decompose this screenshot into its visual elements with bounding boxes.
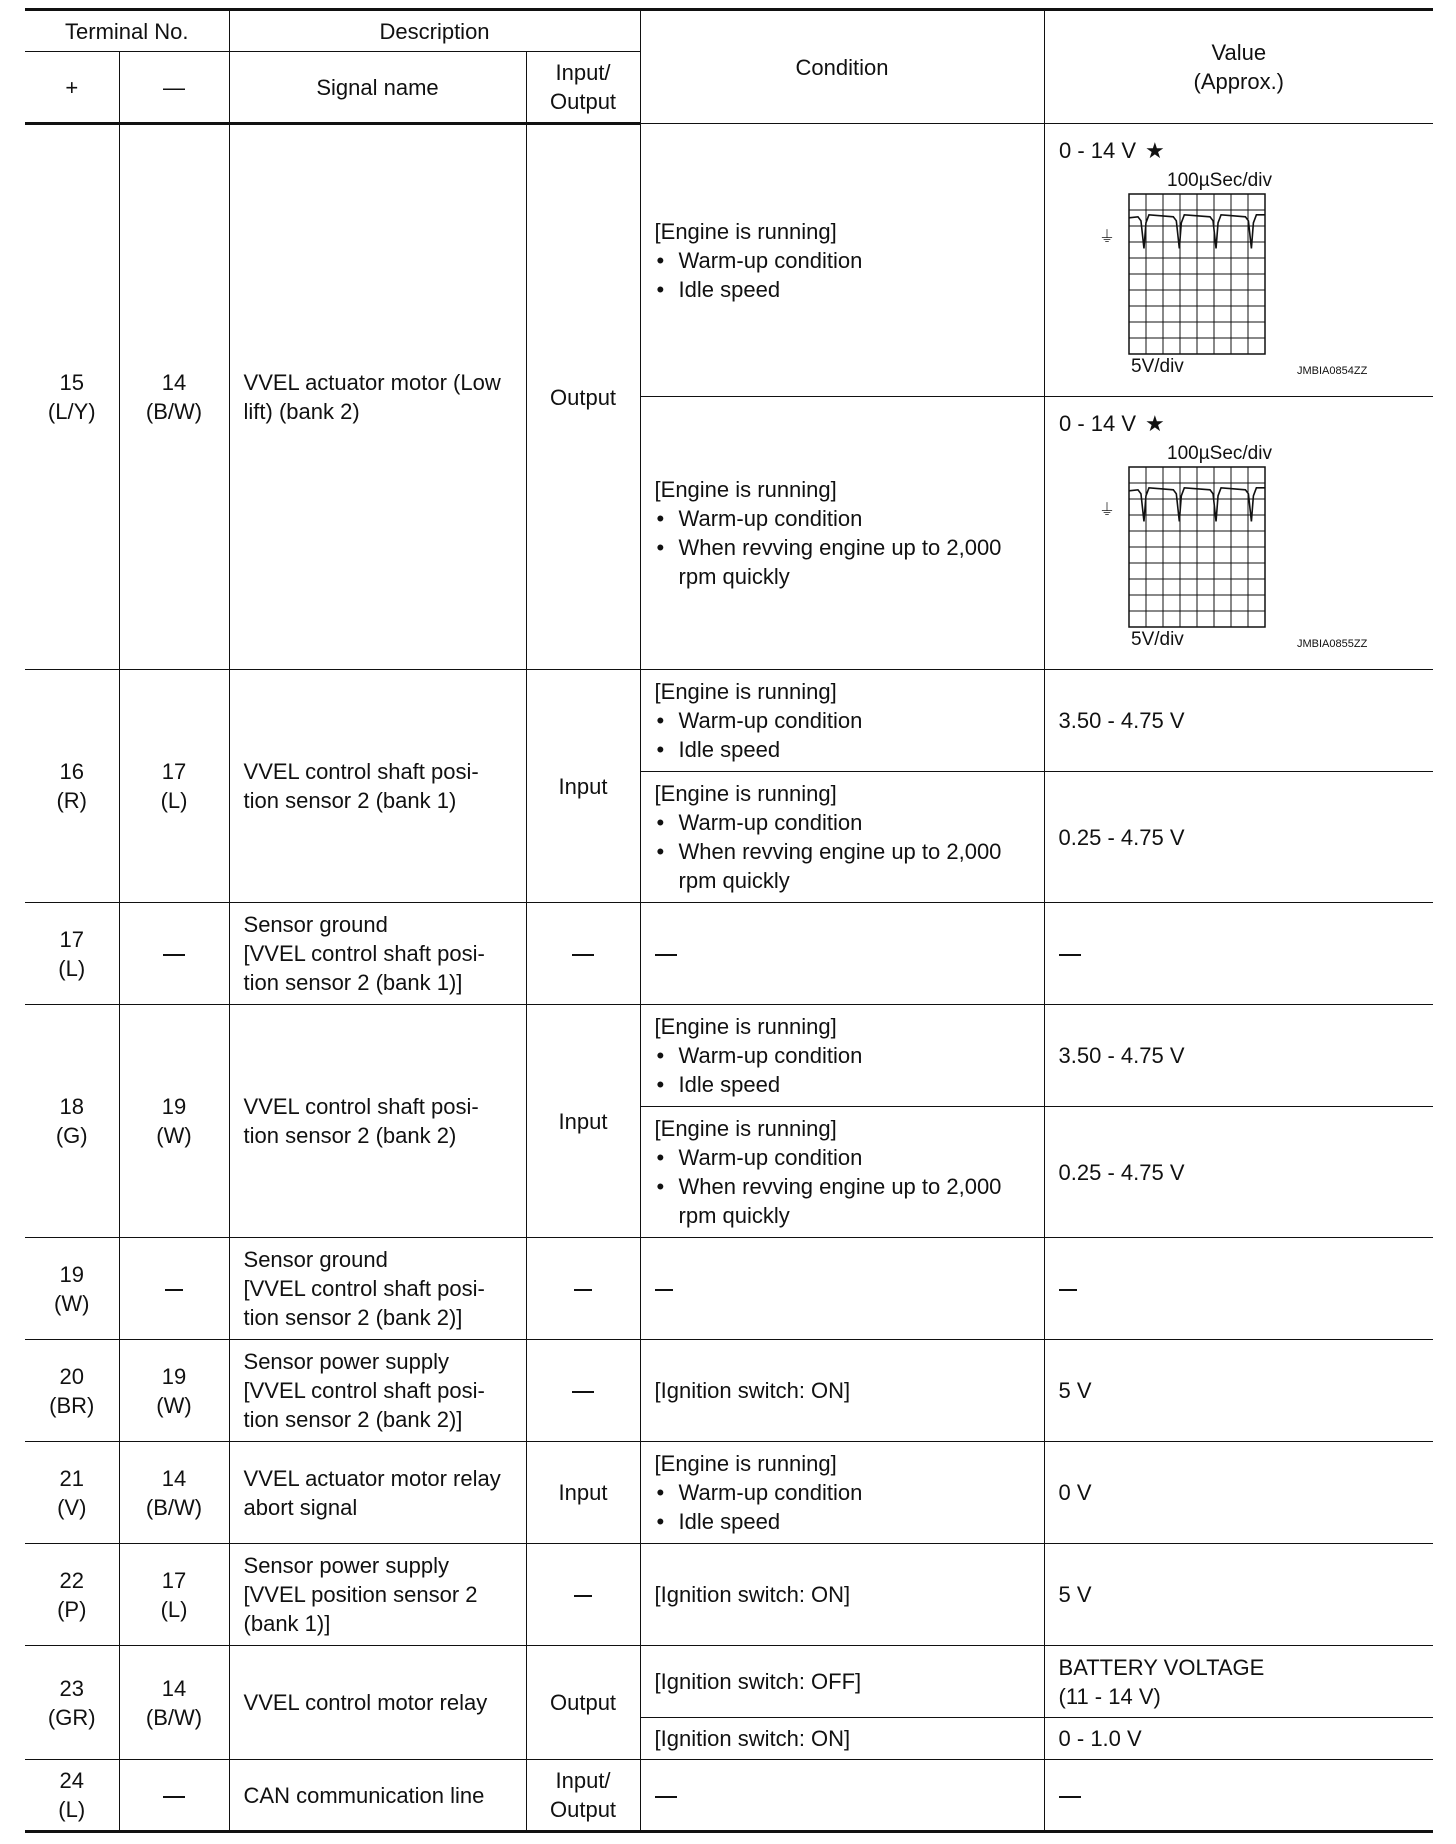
minus-terminal <box>119 903 229 1005</box>
io-type <box>526 1760 640 1832</box>
wire-color: (W) <box>156 1123 192 1148</box>
condition-header: Condition <box>640 10 1044 124</box>
condition-head: [Engine is running] <box>654 679 837 704</box>
plus-terminal <box>25 903 119 1005</box>
dash <box>165 1289 183 1291</box>
description-header: Description <box>229 10 640 52</box>
value: 5 V <box>1044 1544 1433 1646</box>
value: 0.25 - 4.75 V <box>1044 772 1433 903</box>
condition <box>640 1760 1044 1832</box>
condition-head: [Engine is running] <box>654 1014 837 1039</box>
io-type: Output <box>526 124 640 670</box>
condition-head: [Engine is running] <box>654 781 837 806</box>
terminal-number: 19 <box>59 1261 84 1287</box>
wire-color: (W) <box>54 1290 90 1316</box>
condition <box>640 1005 1044 1107</box>
io-type: Input <box>526 1442 640 1544</box>
io-header-line1: Input/ <box>555 60 611 85</box>
signal-line: Sensor ground <box>243 1247 388 1272</box>
plus-terminal <box>25 1005 119 1238</box>
io-type: Input <box>526 670 640 903</box>
signal-name <box>229 1442 526 1544</box>
minus-terminal <box>119 1760 229 1832</box>
signal-name <box>229 903 526 1005</box>
osc-value-label: 0 - 14 V <box>1058 138 1136 163</box>
condition <box>640 670 1044 772</box>
terminal-number: 17 <box>161 1567 187 1593</box>
signal-line: (bank 1)] <box>243 1611 331 1636</box>
terminal-number: 14 <box>161 1465 187 1491</box>
condition <box>640 124 1044 397</box>
terminal-number: 23 <box>59 1675 84 1701</box>
signal-line: VVEL control shaft posi- <box>243 1094 479 1119</box>
terminal-number: 14 <box>161 1675 187 1701</box>
table-row <box>25 124 1433 397</box>
terminal-number: 18 <box>59 1094 84 1119</box>
signal-line: abort signal <box>243 1494 358 1520</box>
minus-header: — <box>119 52 229 124</box>
dash <box>655 1289 673 1291</box>
dash <box>574 1289 592 1291</box>
value: 3.50 - 4.75 V <box>1044 670 1433 772</box>
osc-grid <box>1129 194 1265 354</box>
value-line: BATTERY VOLTAGE <box>1058 1654 1265 1680</box>
oscilloscope-value <box>1044 124 1433 397</box>
signal-line: [VVEL control shaft posi- <box>243 941 485 966</box>
osc-time-div: 100µSec/div <box>1166 170 1272 191</box>
wire-color: (B/W) <box>145 1494 203 1520</box>
plus-terminal <box>25 1238 119 1340</box>
signal-line: tion sensor 2 (bank 2)] <box>243 1407 463 1432</box>
signal-line: tion sensor 2 (bank 1)] <box>243 970 463 995</box>
io-type <box>526 1340 640 1442</box>
value: 0 V <box>1044 1442 1433 1544</box>
condition-bullet: • Idle speed <box>655 275 1030 304</box>
condition <box>640 1238 1044 1340</box>
dash <box>572 1391 594 1393</box>
condition-head: [Engine is running] <box>654 477 837 502</box>
wire-color: (BR) <box>49 1392 95 1418</box>
table-row <box>25 903 1433 1005</box>
dash <box>574 1595 592 1597</box>
minus-terminal <box>119 1340 229 1442</box>
osc-time-div: 100µSec/div <box>1166 443 1272 464</box>
minus-terminal <box>119 1442 229 1544</box>
plus-header: + <box>25 52 119 124</box>
plus-terminal <box>25 1544 119 1646</box>
signal-line: VVEL actuator motor relay <box>243 1465 501 1491</box>
plus-terminal <box>25 124 119 670</box>
wire-color: (L) <box>160 788 188 813</box>
value-header-line1: Value <box>1211 40 1267 65</box>
value: 5 V <box>1044 1340 1433 1442</box>
condition-bullet: • Warm-up condition <box>655 1143 1030 1172</box>
condition <box>640 397 1044 670</box>
io-header-line2: Output <box>550 89 617 114</box>
io-line: Input/ <box>555 1768 611 1793</box>
signal-name <box>229 1544 526 1646</box>
dash <box>655 1796 677 1798</box>
signal-line: tion sensor 2 (bank 2) <box>243 1123 457 1148</box>
signal-line: Sensor power supply <box>243 1349 449 1374</box>
table-row <box>25 1005 1433 1107</box>
wire-color: (L) <box>58 955 86 981</box>
condition-bullet: • When revving engine up to 2,000 rpm quickly <box>655 1172 1030 1230</box>
terminal-number: 19 <box>161 1363 187 1389</box>
terminal-number: 21 <box>59 1465 84 1491</box>
wire-color: (GR) <box>47 1704 96 1730</box>
wire-color: (R) <box>56 788 88 813</box>
io-type <box>526 1238 640 1340</box>
condition <box>640 1442 1044 1544</box>
osc-value-label: 0 - 14 V <box>1058 411 1136 436</box>
value <box>1044 1646 1433 1718</box>
ground-icon: ⏚ <box>1098 227 1115 246</box>
table-row <box>25 1238 1433 1340</box>
wire-color: (B/W) <box>145 399 203 424</box>
terminal-number: 17 <box>161 759 187 784</box>
header-row-1 <box>25 10 1433 52</box>
value: 0 - 1.0 V <box>1044 1718 1433 1760</box>
terminal-number: 24 <box>59 1768 84 1793</box>
wire-color: (P) <box>57 1596 87 1622</box>
osc-volt-div: 5V/div <box>1130 629 1184 650</box>
table-row <box>25 670 1433 772</box>
terminal-no-header: Terminal No. <box>25 10 229 52</box>
terminal-number: 19 <box>161 1094 187 1119</box>
wire-color: (L) <box>160 1596 188 1622</box>
minus-terminal <box>119 1544 229 1646</box>
condition-bullet: • When revving engine up to 2,000 rpm quickly <box>655 533 1030 591</box>
io-type: Input <box>526 1005 640 1238</box>
signal-line: VVEL control shaft posi- <box>243 759 479 784</box>
dash <box>655 954 677 956</box>
wire-color: (L) <box>58 1797 86 1822</box>
value-header <box>1044 10 1433 124</box>
plus-terminal <box>25 1340 119 1442</box>
condition-head: [Engine is running] <box>654 1451 837 1476</box>
signal-line: tion sensor 2 (bank 2)] <box>243 1305 463 1330</box>
signal-name: VVEL actuator motor (Low lift) (bank 2) <box>229 124 526 670</box>
value: 3.50 - 4.75 V <box>1044 1005 1433 1107</box>
condition-bullet: • Warm-up condition <box>655 808 1030 837</box>
terminal-number: 15 <box>59 370 84 395</box>
plus-terminal <box>25 1760 119 1832</box>
wire-color: (G) <box>55 1123 88 1148</box>
condition-bullet: • When revving engine up to 2,000 rpm quickly <box>655 837 1030 895</box>
condition-bullet: • Idle speed <box>655 735 1030 764</box>
signal-name: VVEL control motor relay <box>229 1646 526 1760</box>
table-row <box>25 1646 1433 1718</box>
condition: [Ignition switch: ON] <box>640 1544 1044 1646</box>
io-type <box>526 1544 640 1646</box>
terminal-number: 16 <box>59 759 84 784</box>
oscilloscope-graph-2 <box>1059 397 1421 659</box>
figure-code: JMBIA0854ZZ <box>1296 365 1367 377</box>
condition-head: [Engine is running] <box>654 1116 837 1141</box>
osc-volt-div: 5V/div <box>1130 356 1184 377</box>
condition-bullet: • Warm-up condition <box>655 1478 1030 1507</box>
minus-terminal <box>119 1646 229 1760</box>
figure-code: JMBIA0855ZZ <box>1296 638 1367 650</box>
value <box>1044 903 1433 1005</box>
condition <box>640 772 1044 903</box>
table-row <box>25 1340 1433 1442</box>
dash <box>163 954 185 956</box>
signal-line: [VVEL control shaft posi- <box>243 1378 485 1403</box>
terminal-table <box>25 8 1433 1833</box>
signal-name <box>229 1238 526 1340</box>
io-line: Output <box>550 1797 617 1822</box>
minus-terminal <box>119 1238 229 1340</box>
condition: [Ignition switch: OFF] <box>640 1646 1044 1718</box>
signal-name <box>229 670 526 903</box>
terminal-number: 20 <box>59 1363 84 1389</box>
io-type: Output <box>526 1646 640 1760</box>
ground-icon: ⏚ <box>1098 500 1115 519</box>
star-icon: ★ <box>1144 139 1165 164</box>
signal-line: [VVEL position sensor 2 <box>243 1582 478 1607</box>
signal-name <box>229 1340 526 1442</box>
terminal-number: 22 <box>59 1567 84 1593</box>
condition-bullet: • Warm-up condition <box>655 706 1030 735</box>
dash <box>163 1796 185 1798</box>
signal-line: tion sensor 2 (bank 1) <box>243 788 457 813</box>
minus-terminal <box>119 670 229 903</box>
wire-color: (B/W) <box>145 1704 203 1730</box>
dash <box>1059 1796 1081 1798</box>
signal-name: CAN communication line <box>229 1760 526 1832</box>
oscilloscope-value <box>1044 397 1433 670</box>
value <box>1044 1760 1433 1832</box>
osc-grid <box>1129 467 1265 627</box>
wire-color: (V) <box>57 1494 87 1520</box>
io-type <box>526 903 640 1005</box>
dash <box>572 954 594 956</box>
wire-color: (L/Y) <box>47 399 96 424</box>
value-line: (11 - 14 V) <box>1058 1683 1161 1709</box>
table-row <box>25 1442 1433 1544</box>
signal-line: [VVEL control shaft posi- <box>243 1276 485 1301</box>
terminal-number: 14 <box>161 370 187 395</box>
condition-bullet: • Warm-up condition <box>655 1041 1030 1070</box>
terminal-number: 17 <box>59 926 84 952</box>
condition <box>640 903 1044 1005</box>
condition-bullet: • Idle speed <box>655 1070 1030 1099</box>
plus-terminal <box>25 670 119 903</box>
signal-name-header: Signal name <box>229 52 526 124</box>
value-header-line2: (Approx.) <box>1193 69 1285 94</box>
plus-terminal <box>25 1646 119 1760</box>
condition-bullet: • Idle speed <box>655 1507 1030 1536</box>
condition: [Ignition switch: ON] <box>640 1340 1044 1442</box>
io-header <box>526 52 640 124</box>
dash <box>1059 1289 1077 1291</box>
signal-line: Sensor ground <box>243 912 388 937</box>
table-row <box>25 1544 1433 1646</box>
condition: [Ignition switch: ON] <box>640 1718 1044 1760</box>
condition-bullet: • Warm-up condition <box>655 246 1030 275</box>
value: 0.25 - 4.75 V <box>1044 1107 1433 1238</box>
condition <box>640 1107 1044 1238</box>
minus-terminal <box>119 124 229 670</box>
condition-bullet: • Warm-up condition <box>655 504 1030 533</box>
wire-color: (W) <box>156 1392 192 1418</box>
condition-head: [Engine is running] <box>654 218 837 244</box>
table-row <box>25 1760 1433 1832</box>
minus-terminal <box>119 1005 229 1238</box>
signal-name <box>229 1005 526 1238</box>
signal-line: Sensor power supply <box>243 1553 449 1578</box>
value <box>1044 1238 1433 1340</box>
dash <box>1059 954 1081 956</box>
star-icon: ★ <box>1144 412 1165 437</box>
plus-terminal <box>25 1442 119 1544</box>
oscilloscope-graph-1 <box>1059 124 1421 386</box>
